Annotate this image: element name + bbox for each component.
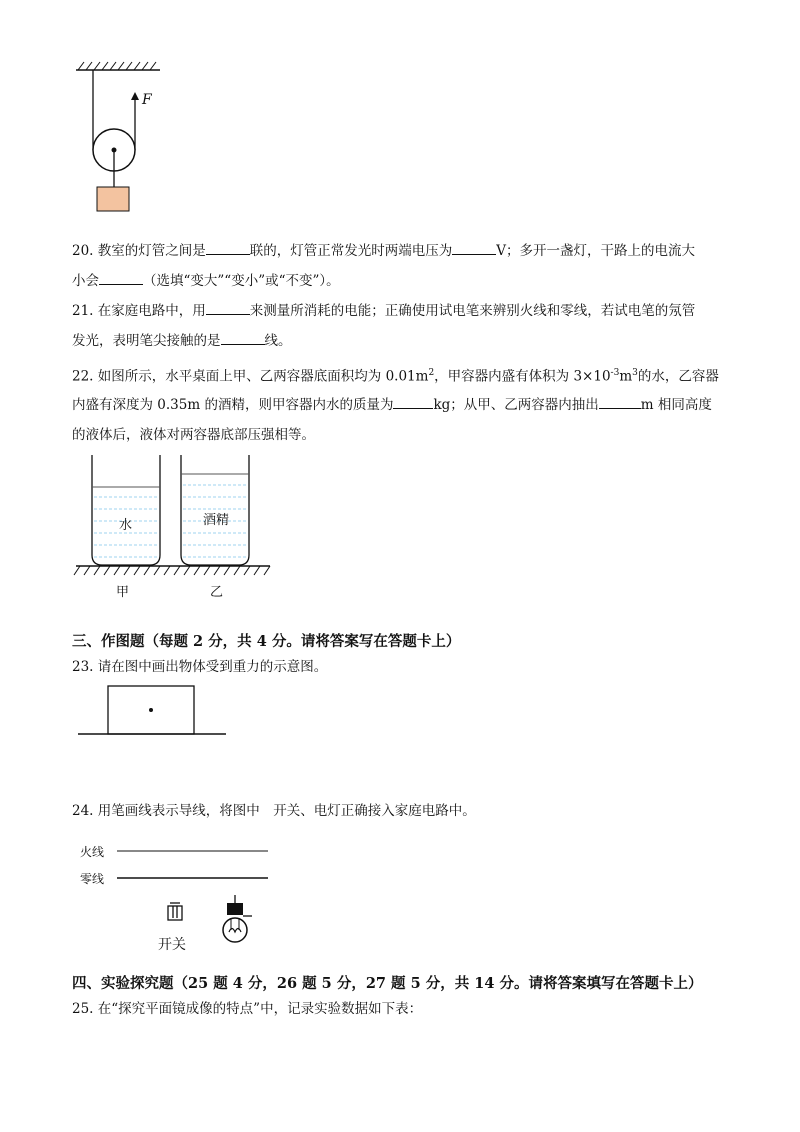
section-4-heading: 四、实验探究题（25 题 4 分，26 题 5 分，27 题 5 分，共 14 分。请将答案填写在答题卡上）	[72, 975, 703, 992]
question-number: 23.	[72, 659, 94, 675]
q22-text: kg；从甲、乙两容器内抽出	[433, 397, 599, 413]
q20-text: 教室的灯管之间是	[97, 243, 206, 259]
force-label: F	[142, 92, 152, 108]
section-3-heading: 三、作图题（每题 2 分，共 4 分。请将答案写在答题卡上）	[72, 633, 461, 650]
q22-text: ，甲容器内盛有体积为 3×10	[434, 368, 611, 385]
superscript: 2	[428, 368, 435, 378]
q20-text: V；多开一盏灯，干路上的电流大	[496, 243, 696, 259]
left-container-label: 甲	[116, 585, 130, 600]
left-liquid-label: 水	[119, 518, 133, 533]
switch-label: 开关	[158, 937, 186, 953]
question-22-line3	[72, 420, 732, 450]
switch-icon	[168, 903, 182, 920]
q22-text: 的液体后，液体对两容器底部压强相等。	[72, 427, 315, 443]
q25-text: 在“探究平面镜成像的特点”中，记录实验数据如下表：	[97, 1001, 423, 1017]
q21-text: 发光，表明笔尖接触的是	[72, 333, 221, 349]
superscript: 3	[632, 368, 638, 378]
question-number: 25.	[72, 1001, 94, 1017]
q22-text: 内盛有深度为 0.35m 的酒精，则甲容器内水的质量为	[72, 397, 394, 413]
q24-text: 用笔画线表示导线，将图中 开关、电灯正确接入家庭电路中。	[97, 803, 476, 819]
answer-blank[interactable]	[206, 238, 250, 255]
question-number: 24.	[72, 803, 94, 819]
question-number: 21.	[72, 303, 94, 319]
q22-text: 的水，乙容器	[637, 368, 719, 385]
q21-text: 来测量所消耗的电能；正确使用试电笔来辨别火线和零线，若试电笔的氖管	[249, 303, 696, 319]
q20-text: 联的，灯管正常发光时两端电压为	[249, 243, 453, 259]
q22-text: m	[619, 368, 633, 385]
right-container-label: 乙	[210, 585, 224, 600]
q22-text: m 相同高度	[640, 397, 712, 413]
question-23	[72, 652, 732, 682]
lamp-icon	[223, 895, 252, 942]
question-22-line2	[72, 390, 732, 420]
neutral-wire-label: 零线	[80, 872, 105, 886]
answer-blank[interactable]	[206, 298, 250, 315]
question-24	[72, 796, 732, 826]
right-liquid-label: 酒精	[203, 513, 230, 528]
answer-blank[interactable]	[393, 392, 433, 409]
live-wire-label: 火线	[80, 845, 105, 859]
question-25	[72, 994, 732, 1024]
question-21-line2	[72, 326, 732, 356]
q22-text: 如图所示，水平桌面上甲、乙两容器底面积均为 0.01m	[97, 368, 429, 385]
question-20-line2	[72, 266, 732, 296]
q20-text: （选填“变大”“变小”或“不变”）。	[143, 273, 340, 289]
q21-text: 在家庭电路中，用	[97, 303, 206, 319]
superscript: -3	[610, 368, 620, 378]
q23-text: 请在图中画出物体受到重力的示意图。	[97, 659, 328, 675]
question-21	[72, 296, 732, 326]
answer-blank[interactable]	[221, 328, 265, 345]
q21-text: 线。	[264, 333, 292, 349]
question-number: 20.	[72, 243, 94, 259]
question-number: 22.	[72, 368, 94, 385]
question-20	[72, 236, 732, 266]
question-22	[72, 358, 732, 392]
answer-blank[interactable]	[99, 268, 143, 285]
q20-text: 小会	[72, 273, 99, 289]
answer-blank[interactable]	[599, 392, 641, 409]
answer-blank[interactable]	[452, 238, 496, 255]
